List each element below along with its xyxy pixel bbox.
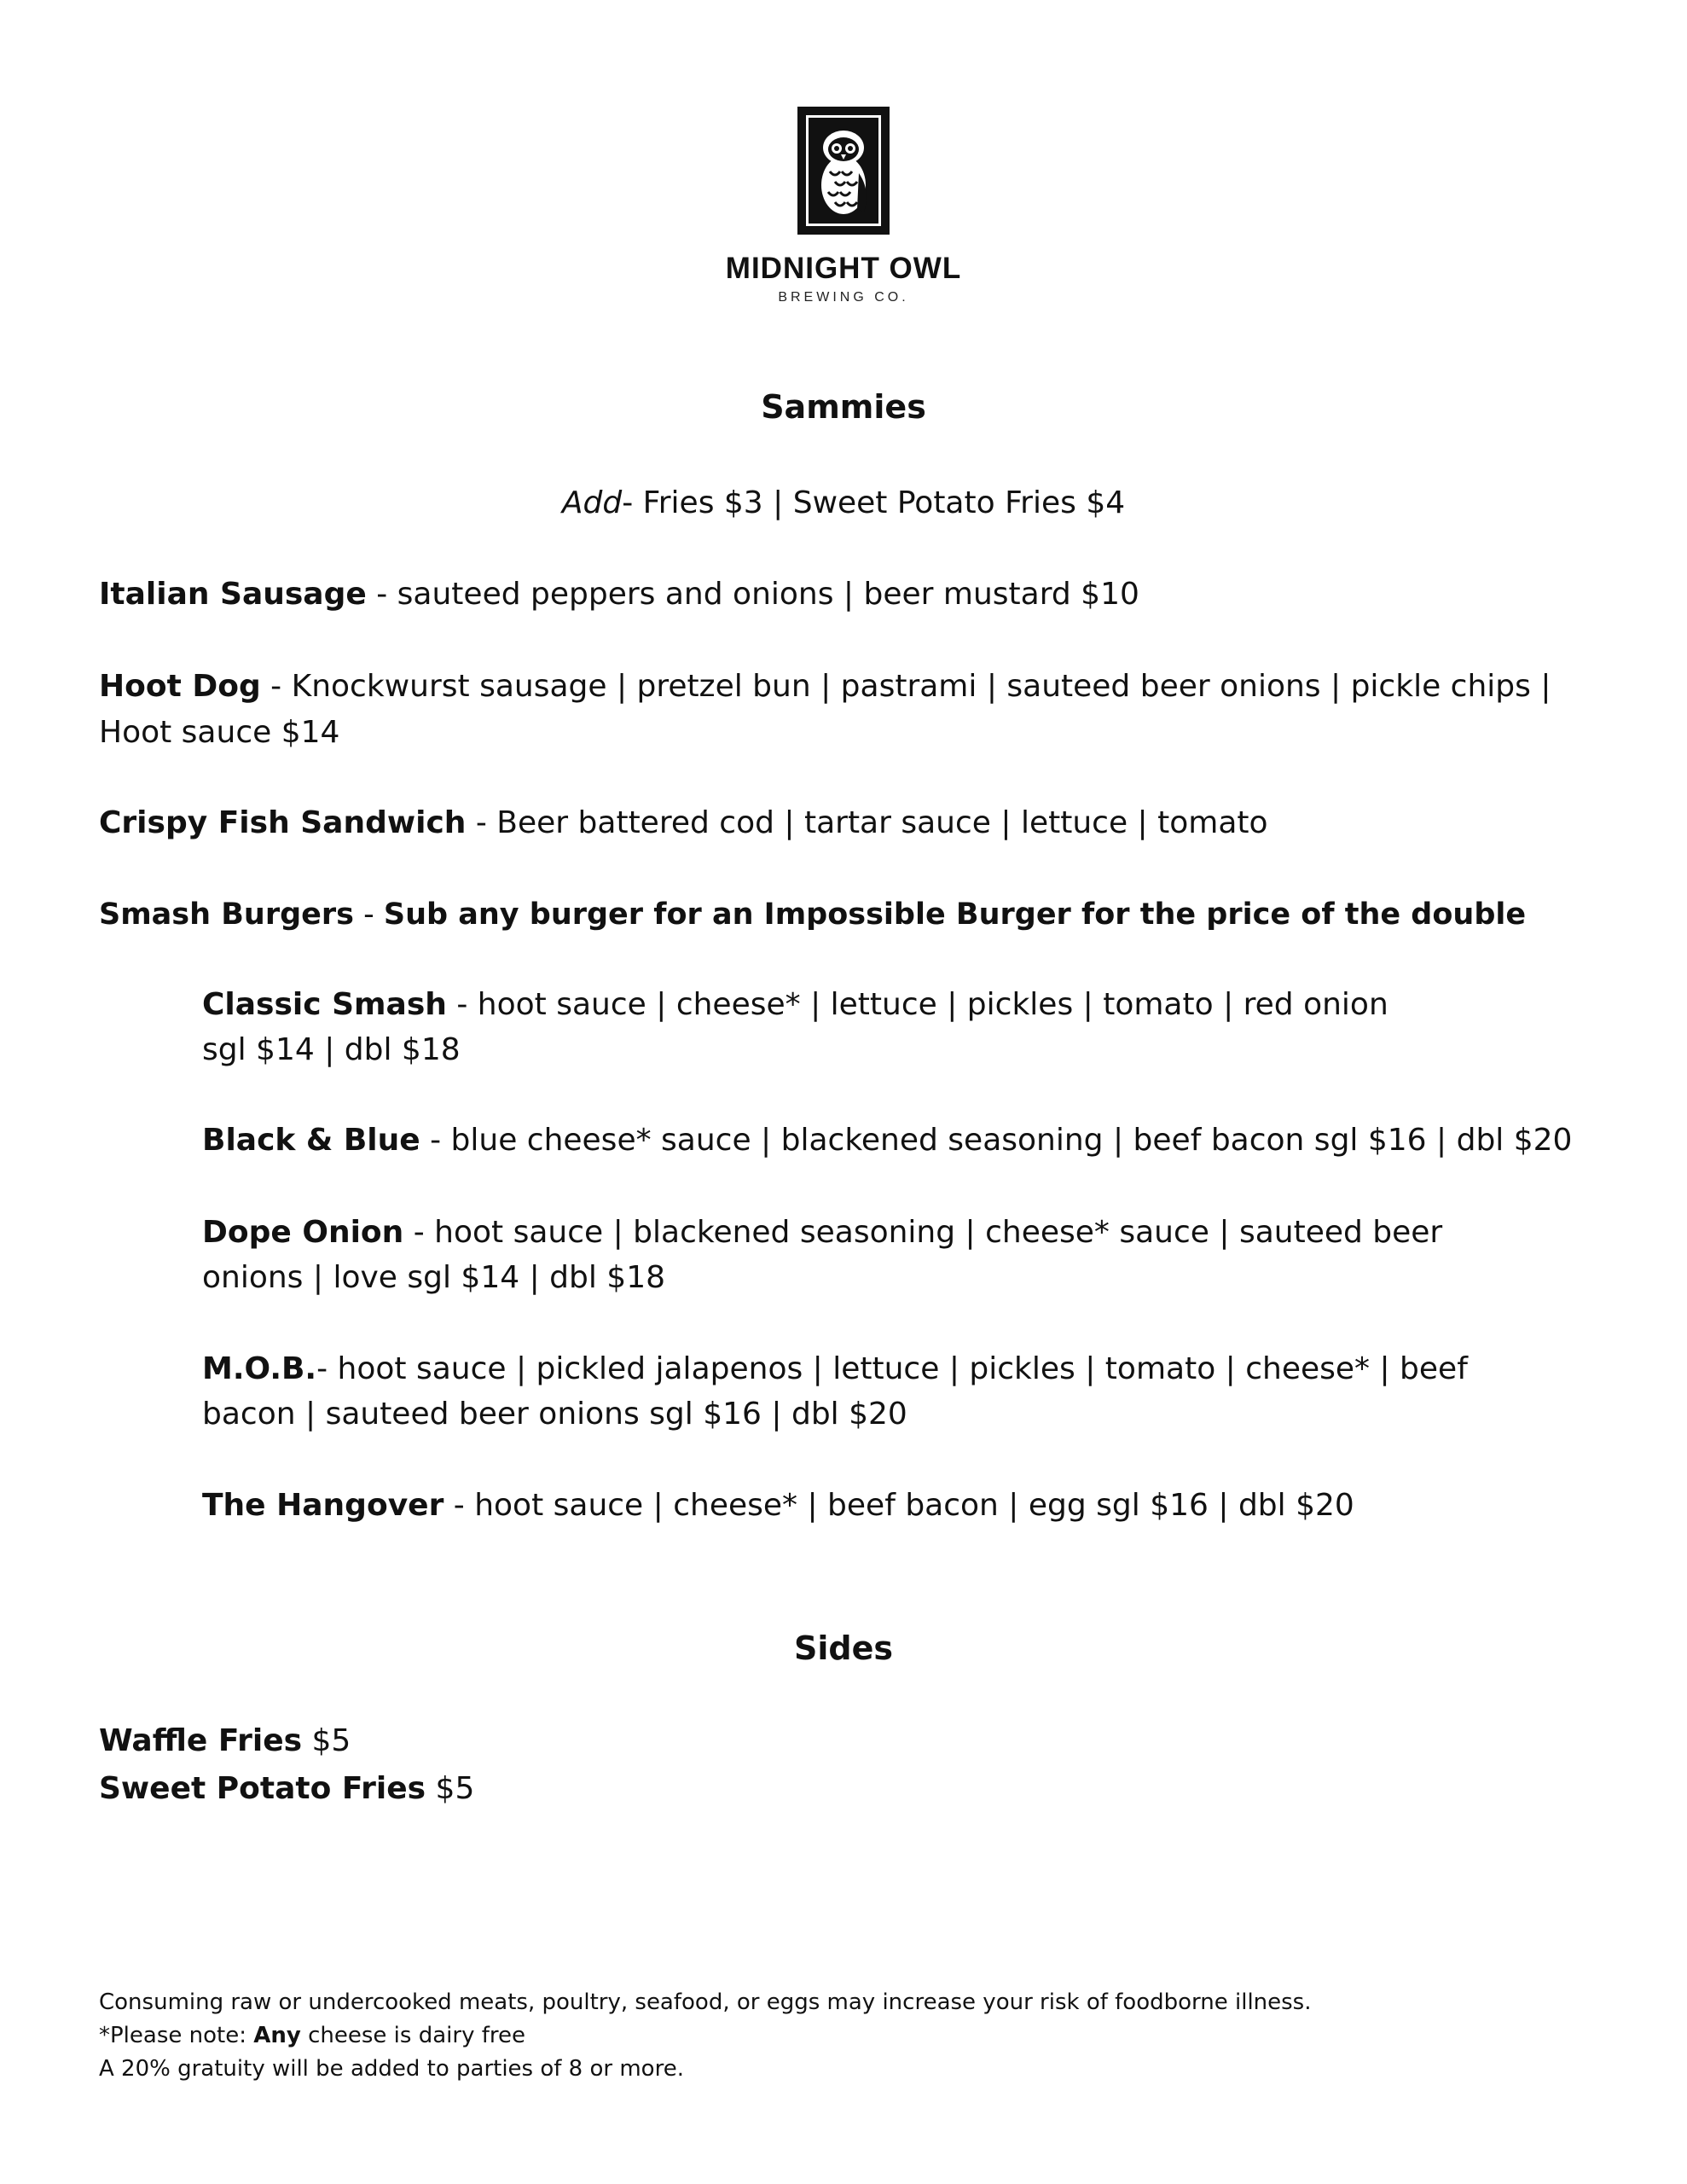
add-ons-text: - Fries $3 | Sweet Potato Fries $4: [622, 485, 1126, 520]
side-item: [99, 1718, 351, 1764]
item-name: Crispy Fish Sandwich: [99, 805, 467, 840]
burger-item: [202, 1210, 1442, 1256]
item-name: Smash Burgers: [99, 897, 354, 932]
item-name: Hoot Dog: [99, 669, 261, 704]
smash-note: Sub any burger for an Impossible Burger for the price of the double: [383, 897, 1527, 932]
dairy-notice-bold: Any: [253, 2023, 301, 2048]
dairy-notice-pre: *Please note:: [99, 2023, 254, 2048]
burger-name: M.O.B.: [202, 1351, 317, 1386]
burger-description: - hoot sauce | cheese* | lettuce | pickles | tomato | red onion: [446, 987, 1388, 1022]
item-description: - sauteed peppers and onions | beer mustard $10: [366, 577, 1139, 612]
burger-description-cont: onions | love sgl $14 | dbl $18: [202, 1260, 666, 1295]
burger-description-cont: bacon | sauteed beer onions sgl $16 | dbl $20: [202, 1397, 907, 1432]
smash-burgers-header: [99, 892, 1526, 938]
burger-description: - hoot sauce | blackened seasoning | cheese* sauce | sauteed beer: [403, 1215, 1443, 1250]
side-price: $5: [426, 1771, 475, 1806]
dairy-notice: [99, 2019, 525, 2053]
burger-name: Classic Smash: [202, 987, 447, 1022]
menu-item: [99, 664, 1609, 756]
burger-item: [202, 1118, 1572, 1164]
burger-description: - hoot sauce | pickled jalapenos | lettuce | pickles | tomato | cheese* | beef: [316, 1351, 1468, 1386]
burger-description: - hoot sauce | cheese* | beef bacon | egg sgl $16 | dbl $20: [443, 1488, 1354, 1523]
side-item: [99, 1766, 474, 1812]
add-label: Add: [561, 485, 623, 520]
item-description: - Knockwurst sausage | pretzel bun | pastrami | sauteed beer onions | pickle chips | Hoot sauce $14: [99, 669, 1551, 750]
side-name: Sweet Potato Fries: [99, 1771, 426, 1806]
menu-item: [99, 800, 1268, 846]
side-name: Waffle Fries: [99, 1723, 303, 1758]
brand-subtitle: BREWING CO.: [778, 290, 909, 305]
burger-item: [202, 1346, 1468, 1392]
menu-item: [99, 572, 1139, 618]
burger-item: [202, 1483, 1354, 1529]
burger-name: The Hangover: [202, 1488, 444, 1523]
brand-name: MIDNIGHT OWL: [725, 252, 962, 285]
sammies-heading: Sammies: [761, 388, 926, 426]
burger-item: [202, 982, 1388, 1028]
item-description: - Beer battered cod | tartar sauce | lettuce | tomato: [466, 805, 1268, 840]
add-ons-line: [0, 480, 1687, 526]
burger-description: - blue cheese* sauce | blackened seasoning | beef bacon sgl $16 | dbl $20: [420, 1123, 1573, 1158]
burger-price: sgl $14 | dbl $18: [202, 1032, 461, 1067]
food-safety-notice: Consuming raw or undercooked meats, poultry, seafood, or eggs may increase your risk of foodborne illness.: [99, 1989, 1312, 2015]
side-price: $5: [302, 1723, 351, 1758]
brand-logo: [0, 107, 1687, 238]
owl-icon: [797, 107, 890, 235]
dairy-notice-post: cheese is dairy free: [300, 2023, 525, 2048]
separator: -: [353, 897, 384, 932]
gratuity-notice: A 20% gratuity will be added to parties of 8 or more.: [99, 2056, 684, 2082]
item-name: Italian Sausage: [99, 577, 367, 612]
sides-heading: Sides: [794, 1629, 893, 1667]
burger-name: Dope Onion: [202, 1215, 404, 1250]
burger-name: Black & Blue: [202, 1123, 420, 1158]
